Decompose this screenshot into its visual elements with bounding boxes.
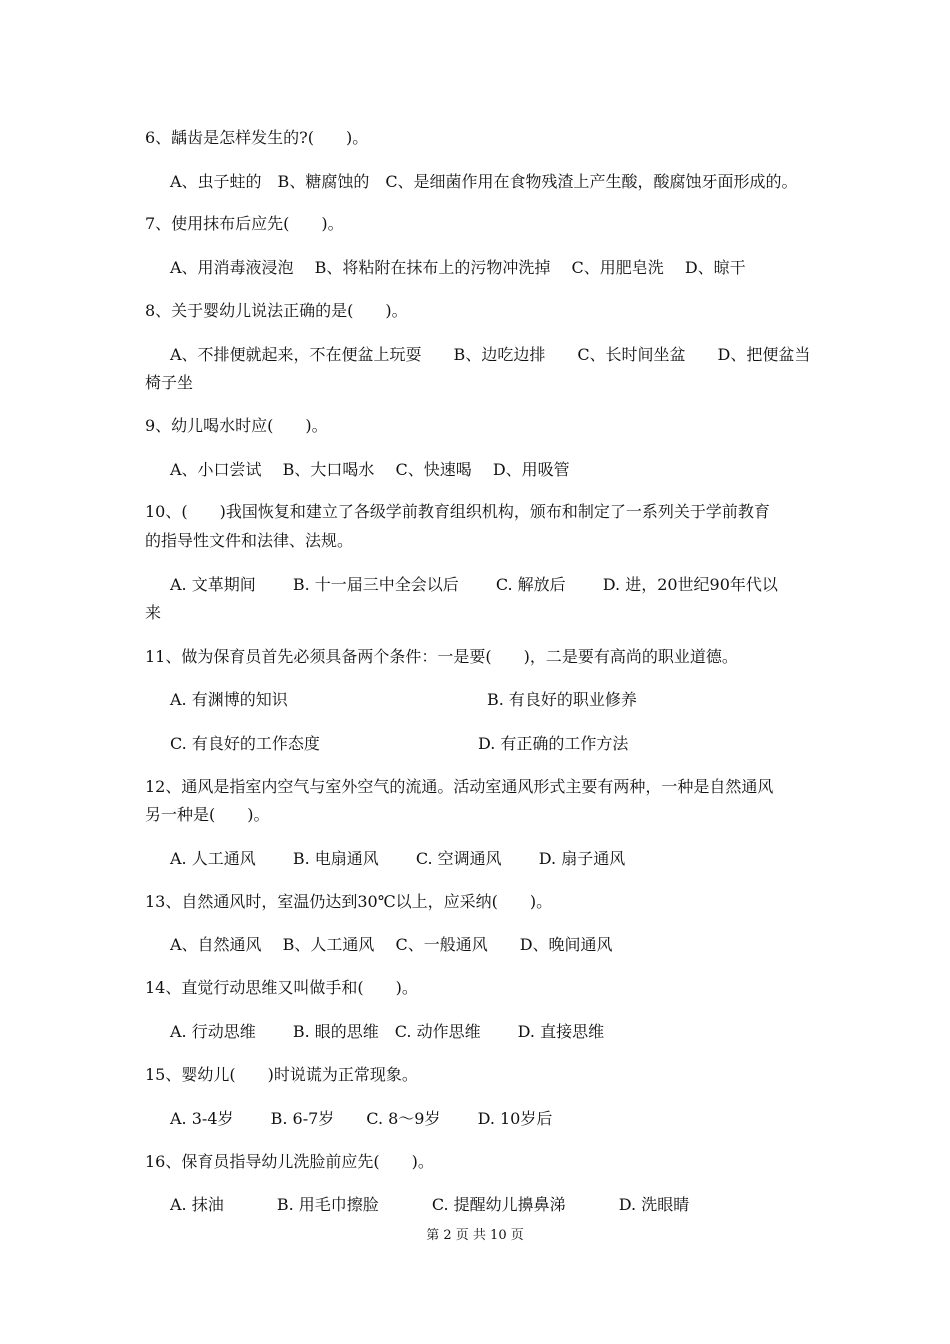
question-14-options: A. 行动思维 B. 眼的思维 C. 动作思维 D. 直接思维 bbox=[170, 1022, 605, 1041]
question-16-options: A. 抹油 B. 用毛巾擦脸 C. 提醒幼儿擤鼻涕 D. 洗眼睛 bbox=[170, 1195, 690, 1214]
question-11-option-d: D. 有正确的工作方法 bbox=[478, 734, 629, 753]
question-15-stem: 15、婴幼儿( )时说谎为正常现象。 bbox=[145, 1065, 418, 1084]
question-8-options-line2: 椅子坐 bbox=[145, 373, 194, 392]
question-13-stem: 13、自然通风时，室温仍达到30℃以上，应采纳( )。 bbox=[145, 892, 553, 911]
question-6-options: A、虫子蛀的 B、糖腐蚀的 C、是细菌作用在食物残渣上产生酸，酸腐蚀牙面形成的。 bbox=[170, 172, 798, 191]
question-7-options: A、用消毒液浸泡 B、将粘附在抹布上的污物冲洗掉 C、用肥皂洗 D、晾干 bbox=[170, 258, 746, 277]
question-11-stem: 11、做为保育员首先必须具备两个条件：一是要( )，二是要有高尚的职业道德。 bbox=[145, 647, 738, 666]
question-12-stem-line1: 12、通风是指室内空气与室外空气的流通。活动室通风形式主要有两种，一种是自然通风 bbox=[145, 777, 774, 796]
question-9-options: A、小口尝试 B、大口喝水 C、快速喝 D、用吸管 bbox=[170, 460, 570, 479]
question-8-options-line1: A、不排便就起来，不在便盆上玩耍 B、边吃边排 C、长时间坐盆 D、把便盆当 bbox=[170, 345, 811, 364]
question-10-stem-line2: 的指导性文件和法律、法规。 bbox=[145, 531, 354, 550]
question-10-options-line2: 来 bbox=[145, 603, 162, 622]
question-11-option-c: C. 有良好的工作态度 bbox=[170, 734, 320, 753]
question-13-options: A、自然通风 B、人工通风 C、一般通风 D、晚间通风 bbox=[170, 935, 613, 954]
page-number-footer: 第 2 页 共 10 页 bbox=[426, 1228, 524, 1243]
question-9-stem: 9、幼儿喝水时应( )。 bbox=[145, 416, 328, 435]
question-8-stem: 8、关于婴幼儿说法正确的是( )。 bbox=[145, 301, 408, 320]
question-15-options: A. 3-4岁 B. 6-7岁 C. 8～9岁 D. 10岁后 bbox=[170, 1109, 553, 1128]
question-10-stem-line1: 10、( )我国恢复和建立了各级学前教育组织机构，颁布和制定了一系列关于学前教育 bbox=[145, 502, 770, 521]
question-16-stem: 16、保育员指导幼儿洗脸前应先( )。 bbox=[145, 1152, 434, 1171]
question-7-stem: 7、使用抹布后应先( )。 bbox=[145, 214, 344, 233]
question-11-option-b: B. 有良好的职业修养 bbox=[487, 690, 637, 709]
question-10-options-line1: A. 文革期间 B. 十一届三中全会以后 C. 解放后 D. 进，20世纪90年代以 bbox=[170, 575, 778, 594]
question-12-stem-line2: 另一种是( )。 bbox=[145, 805, 270, 824]
question-14-stem: 14、直觉行动思维又叫做手和( )。 bbox=[145, 978, 418, 997]
question-12-options: A. 人工通风 B. 电扇通风 C. 空调通风 D. 扇子通风 bbox=[170, 849, 626, 868]
question-11-option-a: A. 有渊博的知识 bbox=[170, 690, 288, 709]
question-6-stem: 6、龋齿是怎样发生的?( )。 bbox=[145, 128, 369, 147]
